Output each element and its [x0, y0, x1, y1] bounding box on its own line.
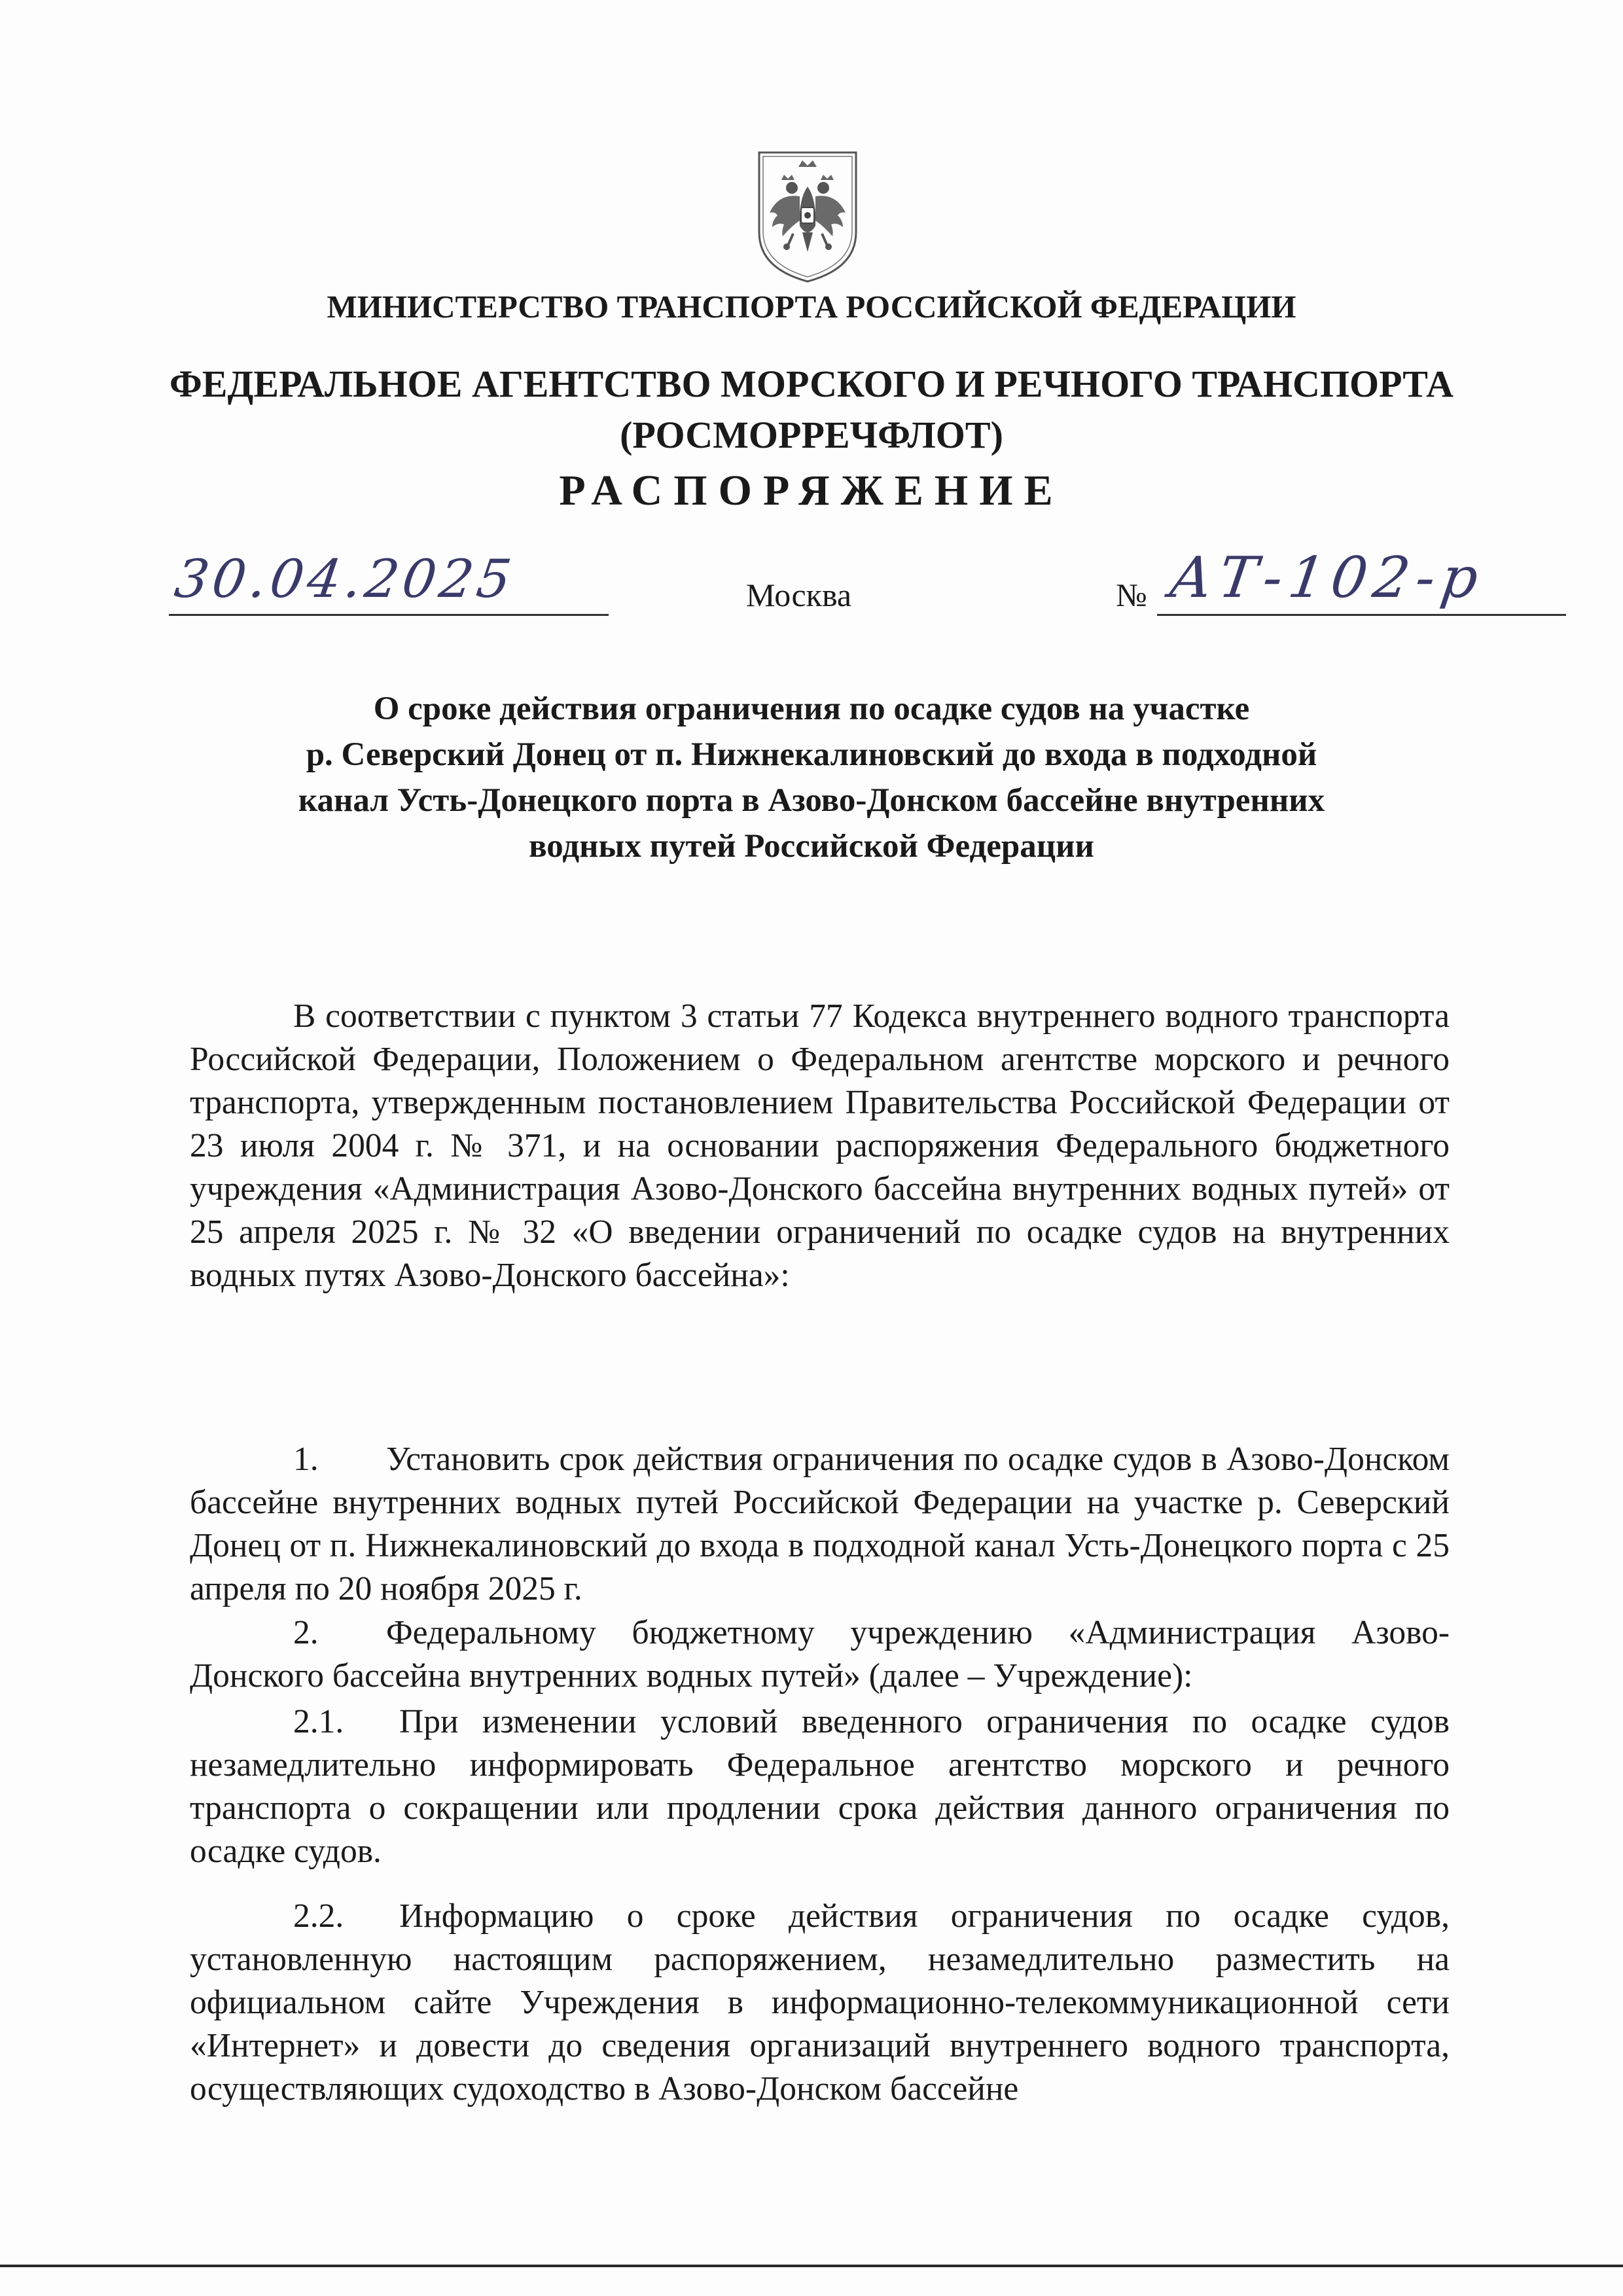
clause-1: [190, 1438, 1450, 1611]
handwritten-number: АТ-102-р: [1165, 545, 1489, 611]
number-field: [1157, 545, 1566, 616]
coat-of-arms-icon: [753, 147, 863, 285]
clause-number: 1.: [293, 1441, 319, 1478]
agency-name-line1: ФЕДЕРАЛЬНОЕ АГЕНТСТВО МОРСКОГО И РЕЧНОГО ТРАНСПОРТА: [169, 363, 1454, 405]
title-line: канал Усть-Донецкого порта в Азово-Донском бассейне внутренних: [298, 782, 1325, 819]
clause-number: 2.: [293, 1614, 319, 1651]
clause-2-2: [190, 1895, 1450, 2111]
handwritten-date: 30.04.2025: [171, 548, 519, 609]
page-bottom-rule: [0, 2265, 1623, 2267]
clause-text: При изменении условий введенного ограничения по осадке судов незамедлительно информировать Федеральное агентство морского и речного транспорта о сокращении или продлении срока действия данного ограничения по осадке судов.: [190, 1703, 1450, 1870]
date-field: [169, 548, 609, 616]
agency-name: [0, 359, 1623, 461]
clause-text: Федеральному бюджетному учреждению «Администрация Азово-Донского бассейна внутренних водных путей» (далее – Учреждение):: [190, 1614, 1450, 1695]
clause-number: 2.1.: [293, 1703, 344, 1740]
number-label: №: [1116, 577, 1147, 613]
clause-text: Информацию о сроке действия ограничения по осадке судов, установленную настоящим распоряжением, незамедлительно разместить на официальном сайте Учреждения в информационно-телекоммуникационной сети «Интернет» и довести до сведения организаций внутреннего водного транспорта, осуществляющих судоходство в Азово-Донском бассейне: [190, 1897, 1450, 2108]
title-line: р. Северский Донец от п. Нижнекалиновский до входа в подходной: [306, 736, 1317, 773]
clause-number: 2.2.: [293, 1897, 344, 1935]
title-line: О сроке действия ограничения по осадке судов на участке: [373, 691, 1250, 727]
clause-2-1: [190, 1700, 1450, 1873]
document-type: РАСПОРЯЖЕНИЕ: [559, 467, 1064, 514]
title-line: водных путей Российской Федерации: [529, 828, 1094, 865]
preamble-paragraph: В соответствии с пунктом 3 статьи 77 Кодекса внутреннего водного транспорта Российской Федерации, Положением о Федеральном агентстве морского и речного транспорта, утвержденным постановлением Правительства Российской Федерации от 23 июля 2004 г. № 371, и на основании распоряжения Федерального бюджетного учреждения «Администрация Азово-Донского бассейна внутренних водных путей» от 25 апреля 2025 г. № 32 «О введении ограничений по осадке судов на внутренних водных путях Азово-Донского бассейна»:: [190, 997, 1450, 1294]
agency-name-line2: (РОСМОРРЕЧФЛОТ): [620, 414, 1003, 456]
clause-2: [190, 1611, 1450, 1698]
ministry-name: МИНИСТЕРСТВО ТРАНСПОРТА РОССИЙСКОЙ ФЕДЕРАЦИИ: [327, 289, 1296, 325]
document-title: [196, 686, 1427, 869]
city: Москва: [746, 577, 852, 613]
clause-text: Установить срок действия ограничения по осадке судов в Азово-Донском бассейне внутренних водных путей Российской Федерации на участке р. Северский Донец от п. Нижнекалиновский до входа в подходной канал Усть-Донецкого порта с 25 апреля по 20 ноября 2025 г.: [190, 1441, 1450, 1607]
